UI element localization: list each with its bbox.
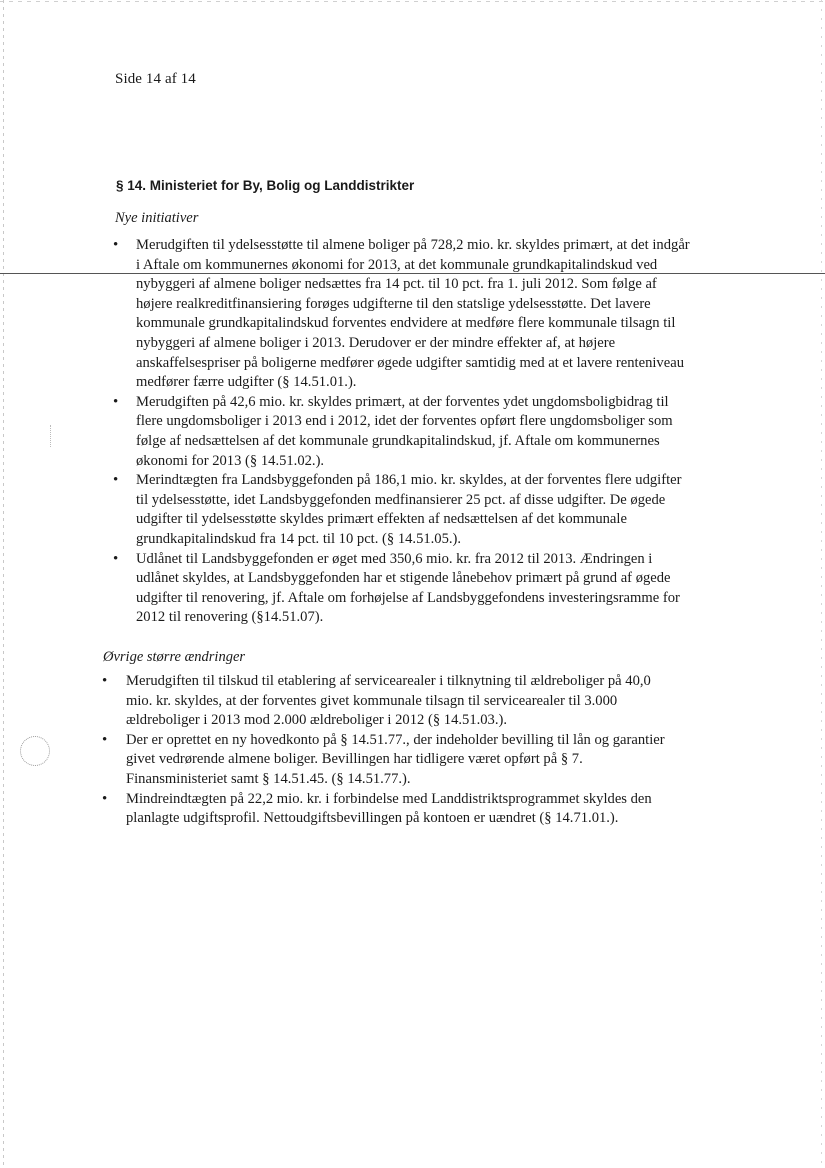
subheading-new-initiatives: Nye initiativer (115, 210, 199, 226)
list-item: • Merindtægten fra Landsbyggefonden på 186,1 mio. kr. skyldes, at der forventes flere udgifter til ydelsesstøtte, idet Landsbyggefonden medfinansierer 25 pct. af disse udgifter. De øgede udgifter til ydelsesstøtte skyldes primært effekten af nedsættelsen af det kommunale grundkapitalindskud fra 14 pct. til 10 pct. (§ 14.51.05.). (111, 471, 696, 549)
list-item: • Merudgiften til ydelsesstøtte til almene boliger på 728,2 mio. kr. skyldes primært, at det indgår i Aftale om kommunernes økonomi for 2013, at det kommunale grundkapitalindskud ved nybyggeri af almene boliger nedsættes fra 14 pct. til 10 pct. fra 1. juli 2012. Som følge af højere realkreditfinansiering forøges udgifterne til den statslige ydelsesstøtte. Det lavere kommunale grundkapitalindskud forventes endvidere at medføre flere kommunale tilsagn til nybyggeri af almene boliger i 2013. Derudover er der mindre effekter af, at højere anskaffelsespriser på boligerne medfører øgede udgifter samtidig med at et lavere renteniveau medfører færre udgifter (§ 14.51.01.). (111, 236, 696, 393)
scan-edge-left (3, 0, 4, 1168)
scan-edge-top (0, 1, 825, 2)
scan-artifact (50, 425, 61, 447)
new-initiatives-list (111, 236, 696, 628)
punch-hole-icon (20, 736, 50, 766)
other-changes-list (100, 672, 670, 829)
list-item: • Der er oprettet en ny hovedkonto på § 14.51.77., der indeholder bevilling til lån og garantier givet vedrørende almene boliger. Bevillingen har tidligere været opført på § 7. Finansministeriet samt § 14.51.45. (§ 14.51.77.). (100, 731, 670, 790)
list-item: • Udlånet til Landsbyggefonden er øget med 350,6 mio. kr. fra 2012 til 2013. Ændringen i udlånet skyldes, at Landsbyggefonden har et stigende lånebehov primært på grund af øgede udgifter til renovering, jf. Aftale om forhøjelse af Landsbyggefondens investeringsramme for 2012 til renovering (§14.51.07). (111, 550, 696, 628)
section-heading: § 14. Ministeriet for By, Bolig og Landdistrikter (116, 178, 415, 193)
page-number: Side 14 af 14 (115, 71, 196, 87)
list-item: • Mindreindtægten på 22,2 mio. kr. i forbindelse med Landdistriktsprogrammet skyldes den planlagte udgiftsprofil. Nettoudgiftsbevillingen på kontoen er uændret (§ 14.71.01.). (100, 790, 670, 829)
scan-edge-right (821, 0, 822, 1168)
list-item: • Merudgiften på 42,6 mio. kr. skyldes primært, at der forventes ydet ungdomsboligbidrag til flere ungdomsboliger i 2013 end i 2012, idet der forventes opført flere ungdomsboliger som følge af nedsættelsen af det kommunale grundkapitalindskud, jf. Aftale om kommunernes økonomi for 2013 (§ 14.51.02.). (111, 393, 696, 471)
list-item: • Merudgiften til tilskud til etablering af servicearealer i tilknytning til ældreboliger på 40,0 mio. kr. skyldes, at der forventes givet kommunale tilsagn til servicearealer til 3.000 ældreboliger i 2013 mod 2.000 ældreboliger i 2012 (§ 14.51.03.). (100, 672, 670, 731)
subheading-other-changes: Øvrige større ændringer (103, 649, 246, 665)
